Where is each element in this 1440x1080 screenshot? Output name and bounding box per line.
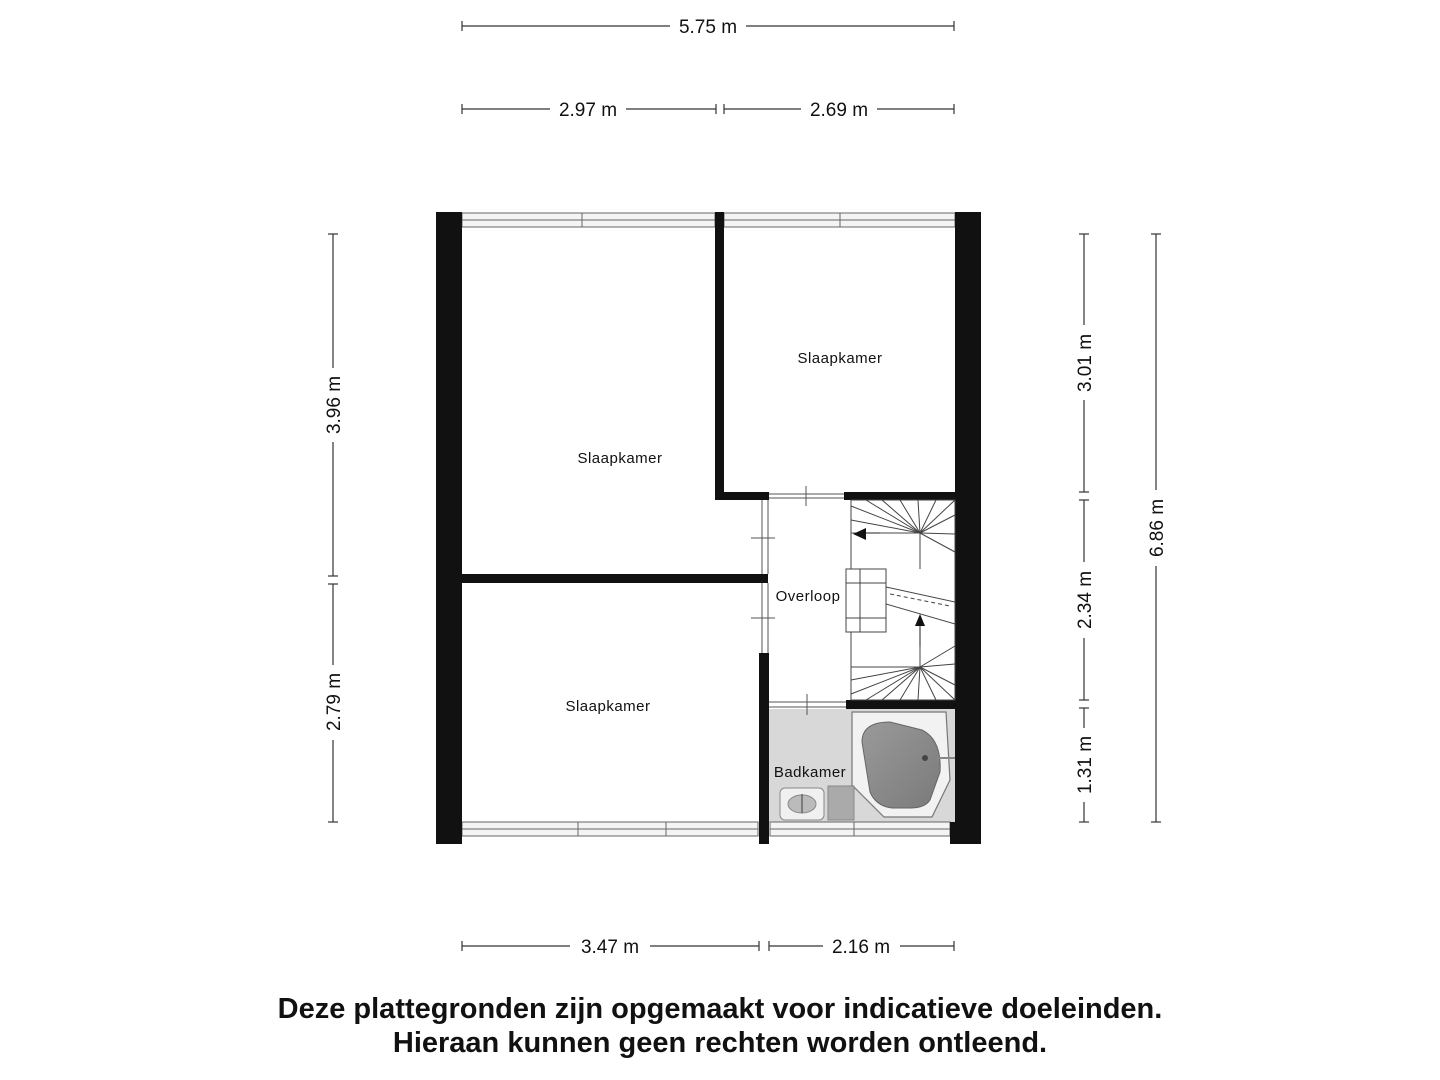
dimension-left-upper-label: 3.96 m xyxy=(324,375,345,435)
dimension-top-total-label: 5.75 m xyxy=(678,17,738,38)
room-label-bedroom-bottom: Slaapkamer xyxy=(565,698,651,715)
disclaimer-line-2: Hieraan kunnen geen rechten worden ontleend. xyxy=(392,1027,1048,1059)
dimension-right-upper-label: 3.01 m xyxy=(1075,333,1096,393)
cabinet-icon xyxy=(828,786,854,820)
wall-right-foot xyxy=(950,822,981,844)
bathtub-icon xyxy=(852,712,955,817)
wall-right xyxy=(955,212,981,844)
dimension-top-left-label: 2.97 m xyxy=(558,100,618,121)
wall-bedroom-right-bottom-a xyxy=(715,492,769,500)
dimension-left-lower-label: 2.79 m xyxy=(324,672,345,732)
wall-between-bedrooms xyxy=(462,574,768,583)
door-landing-bedroom-right xyxy=(769,486,844,506)
door-landing-bedroom-large xyxy=(751,500,775,574)
dimension-bottom-left-label: 3.47 m xyxy=(580,937,640,958)
door-landing-bedroom-bottom xyxy=(751,583,775,653)
room-label-bedroom-right: Slaapkamer xyxy=(797,350,883,367)
window-top-left xyxy=(462,213,715,227)
dimension-right-total-label: 6.86 m xyxy=(1147,498,1168,558)
dimension-bottom-right-label: 2.16 m xyxy=(831,937,891,958)
window-bottom-left xyxy=(462,822,758,836)
window-top-right xyxy=(724,213,955,227)
room-label-bedroom-large: Slaapkamer xyxy=(577,450,663,467)
disclaimer-line-1: Deze plattegronden zijn opgemaakt voor indicatieve doeleinden. xyxy=(277,993,1163,1025)
wall-center-upper xyxy=(715,212,724,500)
wall-bathroom-left xyxy=(759,653,769,844)
wall-left xyxy=(436,212,462,844)
sink-icon xyxy=(780,788,824,820)
wall-bedroom-right-bottom-b xyxy=(844,492,956,500)
wall-bathroom-top xyxy=(846,700,956,709)
window-bottom-right xyxy=(770,822,950,836)
room-label-landing: Overloop xyxy=(775,588,841,605)
dimension-right-lower-label: 1.31 m xyxy=(1075,735,1096,795)
dimension-top-right-label: 2.69 m xyxy=(809,100,869,121)
dimension-right-middle-label: 2.34 m xyxy=(1075,570,1096,630)
room-label-bathroom: Badkamer xyxy=(773,764,847,781)
